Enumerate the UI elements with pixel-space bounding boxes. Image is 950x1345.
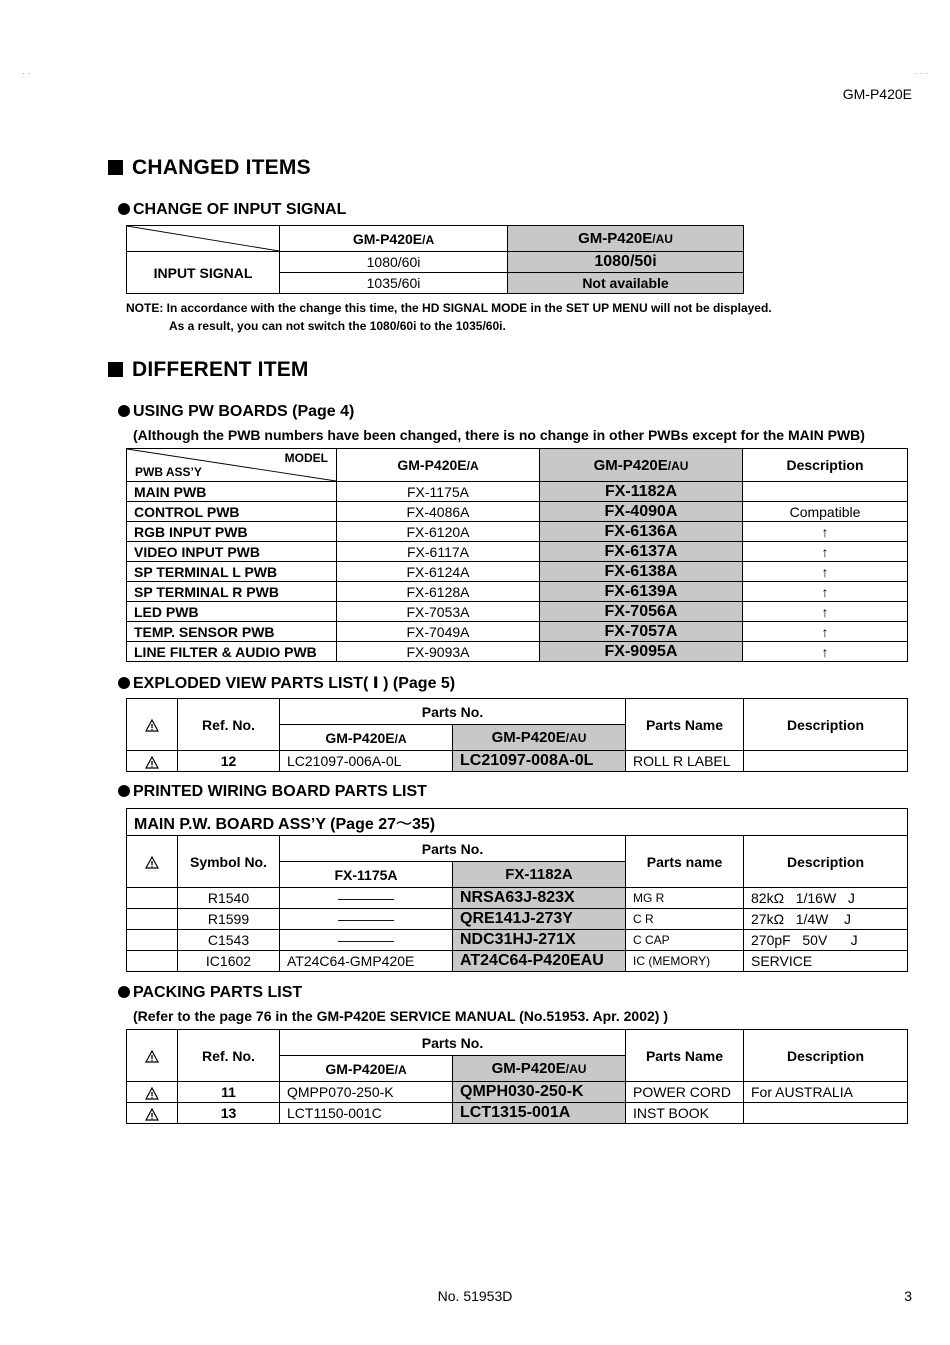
- pwb-name: LINE FILTER & AUDIO PWB: [127, 642, 337, 662]
- packing-parts-table: [126, 1029, 908, 1124]
- table-row: [127, 542, 908, 562]
- table-row: [127, 502, 908, 522]
- subsection-pwb-parts: [118, 783, 427, 801]
- note-line-1: NOTE: In accordance with the change this time, the HD SIGNAL MODE in the SET UP MENU will not be displayed.: [126, 301, 772, 315]
- subsection-exploded-view: [118, 673, 455, 693]
- table-row: [127, 622, 908, 642]
- safety-column-header: [127, 1030, 178, 1082]
- section-changed-items: [108, 156, 311, 180]
- column-header-ref-no: Ref. No.: [178, 1030, 280, 1082]
- warning-triangle-icon: [145, 1050, 159, 1063]
- ref-no: 13: [178, 1103, 280, 1124]
- corner-mark-left: · ·: [22, 68, 31, 78]
- pwb-number-a: FX-9093A: [337, 642, 540, 662]
- table-row: [127, 642, 908, 662]
- section-different-item: [108, 358, 309, 382]
- column-header-parts-name: Parts Name: [626, 1030, 744, 1082]
- pwb-number-a: FX-4086A: [337, 502, 540, 522]
- part-name: C CAP: [626, 930, 744, 951]
- part-name: ROLL R LABEL: [626, 751, 744, 772]
- part-description: 27kΩ 1/4W J: [744, 909, 908, 930]
- column-header-a: FX-1175A: [280, 862, 453, 888]
- part-name: IC (MEMORY): [626, 951, 744, 972]
- part-number-au: AT24C64-P420EAU: [453, 951, 626, 972]
- pwb-number-au: FX-6138A: [540, 562, 743, 582]
- safety-mark: [127, 888, 178, 909]
- subsection-title: EXPLODED VIEW PARTS LIST( Ⅰ ) (Page 5): [133, 675, 456, 692]
- pwb-number-a: FX-6117A: [337, 542, 540, 562]
- column-header-description: Description: [744, 1030, 908, 1082]
- part-number-au: LC21097-008A-0L: [453, 751, 626, 772]
- ditto-arrow-icon: ↑: [743, 602, 908, 622]
- pwb-name: VIDEO INPUT PWB: [127, 542, 337, 562]
- subsection-title: PRINTED WIRING BOARD PARTS LIST: [133, 783, 427, 800]
- column-header-au: GM-P420E/AU: [540, 449, 743, 482]
- pwb-number-au: FX-6137A: [540, 542, 743, 562]
- pw-boards-table: [126, 448, 908, 662]
- part-name: POWER CORD: [626, 1082, 744, 1103]
- table-cell-highlight: Not available: [508, 273, 744, 294]
- ditto-arrow-icon: ↑: [743, 542, 908, 562]
- pwb-description: Compatible: [743, 502, 908, 522]
- table-row: [127, 602, 908, 622]
- column-header-description: Description: [743, 449, 908, 482]
- table-row: [127, 522, 908, 542]
- circle-bullet-icon: [118, 405, 130, 417]
- column-header-au: GM-P420E/AU: [453, 1056, 626, 1082]
- pwb-number-a: FX-6124A: [337, 562, 540, 582]
- subsection-packing-parts: [118, 984, 302, 1002]
- pwb-name: SP TERMINAL R PWB: [127, 582, 337, 602]
- pwb-name: SP TERMINAL L PWB: [127, 562, 337, 582]
- document-number: No. 51953D: [437, 1288, 513, 1304]
- pwb-parts-table: [126, 808, 908, 972]
- ditto-arrow-icon: ↑: [743, 522, 908, 542]
- pwb-number-a: FX-6128A: [337, 582, 540, 602]
- square-bullet-icon: [108, 160, 123, 175]
- pwb-number-au: FX-9095A: [540, 642, 743, 662]
- header-pwb-label: PWB ASS’Y: [135, 465, 202, 479]
- column-header-symbol-no: Symbol No.: [178, 836, 280, 888]
- pwb-number-a: FX-7049A: [337, 622, 540, 642]
- subsection-title: CHANGE OF INPUT SIGNAL: [133, 201, 347, 218]
- pwb-name: TEMP. SENSOR PWB: [127, 622, 337, 642]
- table-row: [127, 909, 908, 930]
- ref-no: 12: [178, 751, 280, 772]
- pwb-number-a: FX-1175A: [337, 482, 540, 502]
- table-row: [127, 888, 908, 909]
- exploded-view-table: [126, 698, 908, 772]
- safety-mark: [127, 951, 178, 972]
- safety-mark: [127, 909, 178, 930]
- subsection-title: PACKING PARTS LIST: [133, 984, 303, 1001]
- row-label-input-signal: INPUT SIGNAL: [127, 252, 280, 294]
- column-header-au: GM-P420E/AU: [453, 725, 626, 751]
- circle-bullet-icon: [118, 986, 130, 998]
- part-description: 82kΩ 1/16W J: [744, 888, 908, 909]
- symbol-no: C1543: [178, 930, 280, 951]
- table-row: [127, 582, 908, 602]
- subsection-pw-boards: [118, 403, 354, 421]
- table-row: [127, 930, 908, 951]
- pwb-number-a: FX-7053A: [337, 602, 540, 622]
- pwb-number-au: FX-1182A: [540, 482, 743, 502]
- table-row: [127, 562, 908, 582]
- pwb-number-au: FX-7056A: [540, 602, 743, 622]
- table-row: [127, 482, 908, 502]
- table-row: [127, 1103, 908, 1124]
- part-name: INST BOOK: [626, 1103, 744, 1124]
- pwb-description: [743, 482, 908, 502]
- column-header-ref-no: Ref. No.: [178, 699, 280, 751]
- part-number-au: QRE141J-273Y: [453, 909, 626, 930]
- part-number-a: ————: [280, 930, 453, 951]
- part-number-a: ————: [280, 888, 453, 909]
- column-header-parts-no: Parts No.: [280, 836, 626, 862]
- table-cell-highlight: 1080/50i: [508, 252, 744, 273]
- table-row: [127, 951, 908, 972]
- diagonal-header-cell: [127, 226, 280, 252]
- column-header-a: GM-P420E/A: [280, 1056, 453, 1082]
- page-number: 3: [904, 1288, 912, 1304]
- symbol-no: R1540: [178, 888, 280, 909]
- section-title: CHANGED ITEMS: [132, 156, 311, 179]
- safety-mark: [127, 930, 178, 951]
- subsection-title: USING PW BOARDS (Page 4): [133, 403, 355, 420]
- model-code: GM-P420E: [842, 86, 912, 102]
- column-header-parts-no: Parts No.: [280, 1030, 626, 1056]
- pw-boards-remark: (Although the PWB numbers have been changed, there is no change in other PWBs except for the MAIN PWB): [133, 427, 865, 443]
- pwb-name: MAIN PWB: [127, 482, 337, 502]
- warning-triangle-icon: [145, 756, 159, 769]
- part-number-au: NDC31HJ-271X: [453, 930, 626, 951]
- part-description: [744, 751, 908, 772]
- warning-triangle-icon: [145, 856, 159, 869]
- table-cell: 1035/60i: [280, 273, 508, 294]
- diagonal-header-cell: [127, 449, 337, 482]
- warning-triangle-icon: [145, 719, 159, 732]
- input-signal-table: [126, 225, 744, 294]
- column-header-parts-no: Parts No.: [280, 699, 626, 725]
- corner-mark-right: · · ·: [914, 68, 928, 78]
- safety-mark: [127, 751, 178, 772]
- ditto-arrow-icon: ↑: [743, 582, 908, 602]
- column-header-description: Description: [744, 699, 908, 751]
- column-header-au: GM-P420E/AU: [508, 226, 744, 252]
- part-description: 270pF 50V J: [744, 930, 908, 951]
- symbol-no: IC1602: [178, 951, 280, 972]
- column-header-description: Description: [744, 836, 908, 888]
- part-number-au: QMPH030-250-K: [453, 1082, 626, 1103]
- part-description: For AUSTRALIA: [744, 1082, 908, 1103]
- safety-column-header: [127, 699, 178, 751]
- part-number-au: LCT1315-001A: [453, 1103, 626, 1124]
- part-number-au: NRSA63J-823X: [453, 888, 626, 909]
- pwb-name: RGB INPUT PWB: [127, 522, 337, 542]
- column-header-parts-name: Parts name: [626, 836, 744, 888]
- part-number-a: QMPP070-250-K: [280, 1082, 453, 1103]
- safety-mark: [127, 1082, 178, 1103]
- warning-triangle-icon: [145, 1108, 159, 1121]
- ref-no: 11: [178, 1082, 280, 1103]
- subsection-input-signal: [118, 201, 346, 219]
- note-line-2: As a result, you can not switch the 1080/60i to the 1035/60i.: [169, 319, 506, 333]
- ditto-arrow-icon: ↑: [743, 642, 908, 662]
- pwb-number-a: FX-6120A: [337, 522, 540, 542]
- header-model-label: MODEL: [284, 451, 328, 465]
- part-name: C R: [626, 909, 744, 930]
- column-header-a: GM-P420E/A: [280, 226, 508, 252]
- table-cell: 1080/60i: [280, 252, 508, 273]
- safety-column-header: [127, 836, 178, 888]
- section-title: DIFFERENT ITEM: [132, 358, 309, 381]
- ditto-arrow-icon: ↑: [743, 562, 908, 582]
- board-title: MAIN P.W. BOARD ASS’Y (Page 27～35): [127, 809, 908, 836]
- circle-bullet-icon: [118, 677, 130, 689]
- square-bullet-icon: [108, 362, 123, 377]
- pwb-number-au: FX-7057A: [540, 622, 743, 642]
- packing-remark: (Refer to the page 76 in the GM-P420E SERVICE MANUAL (No.51953. Apr. 2002) ): [133, 1008, 668, 1024]
- column-header-a: GM-P420E/A: [280, 725, 453, 751]
- part-number-a: LCT1150-001C: [280, 1103, 453, 1124]
- pwb-number-au: FX-4090A: [540, 502, 743, 522]
- pwb-name: LED PWB: [127, 602, 337, 622]
- column-header-a: GM-P420E/A: [337, 449, 540, 482]
- symbol-no: R1599: [178, 909, 280, 930]
- pwb-name: CONTROL PWB: [127, 502, 337, 522]
- column-header-parts-name: Parts Name: [626, 699, 744, 751]
- column-header-au: FX-1182A: [453, 862, 626, 888]
- part-number-a: LC21097-006A-0L: [280, 751, 453, 772]
- circle-bullet-icon: [118, 203, 130, 215]
- table-row: [127, 1082, 908, 1103]
- part-name: MG R: [626, 888, 744, 909]
- part-description: [744, 1103, 908, 1124]
- warning-triangle-icon: [145, 1087, 159, 1100]
- ditto-arrow-icon: ↑: [743, 622, 908, 642]
- pwb-number-au: FX-6139A: [540, 582, 743, 602]
- part-number-a: AT24C64-GMP420E: [280, 951, 453, 972]
- circle-bullet-icon: [118, 785, 130, 797]
- part-description: SERVICE: [744, 951, 908, 972]
- table-row: [127, 751, 908, 772]
- pwb-number-au: FX-6136A: [540, 522, 743, 542]
- safety-mark: [127, 1103, 178, 1124]
- part-number-a: ————: [280, 909, 453, 930]
